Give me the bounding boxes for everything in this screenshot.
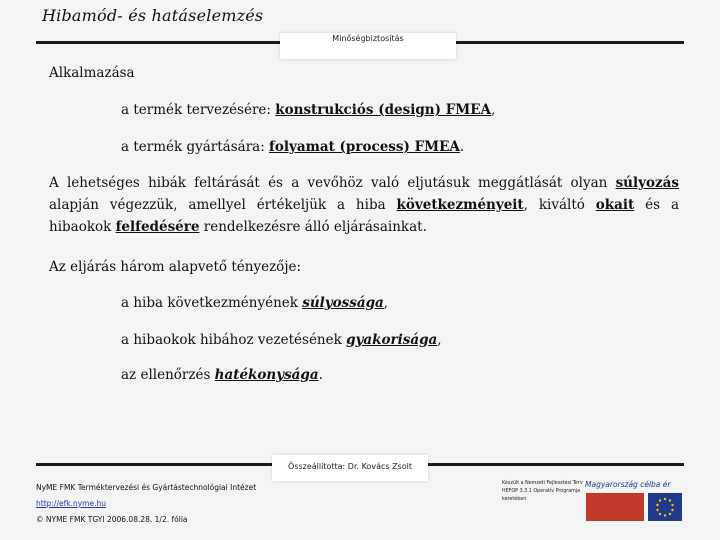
mc-slogan: Magyarország célba ér <box>585 480 671 489</box>
factor-1-prefix: a hiba következményének <box>121 295 303 311</box>
application-1-suffix: , <box>491 102 496 118</box>
author-badge: Összeállította: Dr. Kovács Zsolt <box>272 455 428 481</box>
paragraph-emph-1: súlyozás <box>615 175 679 191</box>
footer-link[interactable]: http://efk.nyme.hu <box>36 499 106 508</box>
eu-stars-icon <box>648 493 682 521</box>
funding-line-2: HEFOP 3.3.1 Operatív Programja <box>502 489 581 494</box>
factor-2-suffix: , <box>437 332 442 348</box>
paragraph-emph-2: következményeit <box>396 197 524 213</box>
factor-2-emph: gyakorisága <box>346 332 438 348</box>
paragraph-text-1: A lehetséges hibák feltárását és a vevőhöz való eljutásuk meggátlását olyan <box>49 175 616 191</box>
application-2-suffix: . <box>459 139 465 155</box>
application-1-emph: konstrukciós (design) FMEA <box>275 102 491 118</box>
factor-item-3 <box>121 364 323 386</box>
eu-flag-logo <box>648 493 682 521</box>
factors-heading: Az eljárás három alapvető tényezője: <box>49 259 302 275</box>
factor-3-suffix: . <box>318 367 323 383</box>
application-2-emph: folyamat (process) FMEA <box>269 139 460 155</box>
paragraph-emph-4: felfedésére <box>115 219 200 235</box>
paragraph-text-4: és a hibaokok <box>49 197 680 235</box>
factor-2-prefix: a hibaokok hibához vezetésének <box>121 332 347 348</box>
paragraph-text-2: alapján végezzük, amellyel értékeljük a hiba <box>49 197 397 213</box>
paragraph-text-5: rendelkezésre álló eljárásainkat. <box>199 219 427 235</box>
factor-item-1 <box>121 292 388 314</box>
footer-institute: NyME FMK Terméktervezési és Gyártástechnológiai Intézet <box>36 483 257 492</box>
factor-1-emph: súlyossága <box>302 295 384 311</box>
header-badge: Minőségbiztosítás <box>280 33 456 59</box>
slide-title: Hibamód- és hatáselemzés <box>42 6 264 25</box>
paragraph-text-3: , kiváltó <box>523 197 596 213</box>
funding-line-1: Készült a Nemzeti Fejlesztési Terv <box>502 481 583 486</box>
factor-1-suffix: , <box>383 295 389 311</box>
paragraph-emph-3: okait <box>595 197 635 213</box>
application-2-prefix: a termék gyártására: <box>121 139 270 155</box>
application-item-1 <box>121 99 495 121</box>
funding-line-3: keretében <box>502 497 527 502</box>
factor-item-2 <box>121 329 442 351</box>
section-heading: Alkalmazása <box>49 65 135 81</box>
application-1-prefix: a termék tervezésére: <box>121 102 276 118</box>
description-paragraph <box>49 172 679 238</box>
footer-info <box>36 480 256 528</box>
factor-3-prefix: az ellenőrzés <box>121 367 215 383</box>
nft-logo <box>586 493 644 521</box>
application-item-2 <box>121 136 464 158</box>
footer-copyright: © NYME FMK TGYI 2006.08.28. 1/2. fólia <box>36 515 188 524</box>
factor-3-emph: hatékonysága <box>214 367 319 383</box>
